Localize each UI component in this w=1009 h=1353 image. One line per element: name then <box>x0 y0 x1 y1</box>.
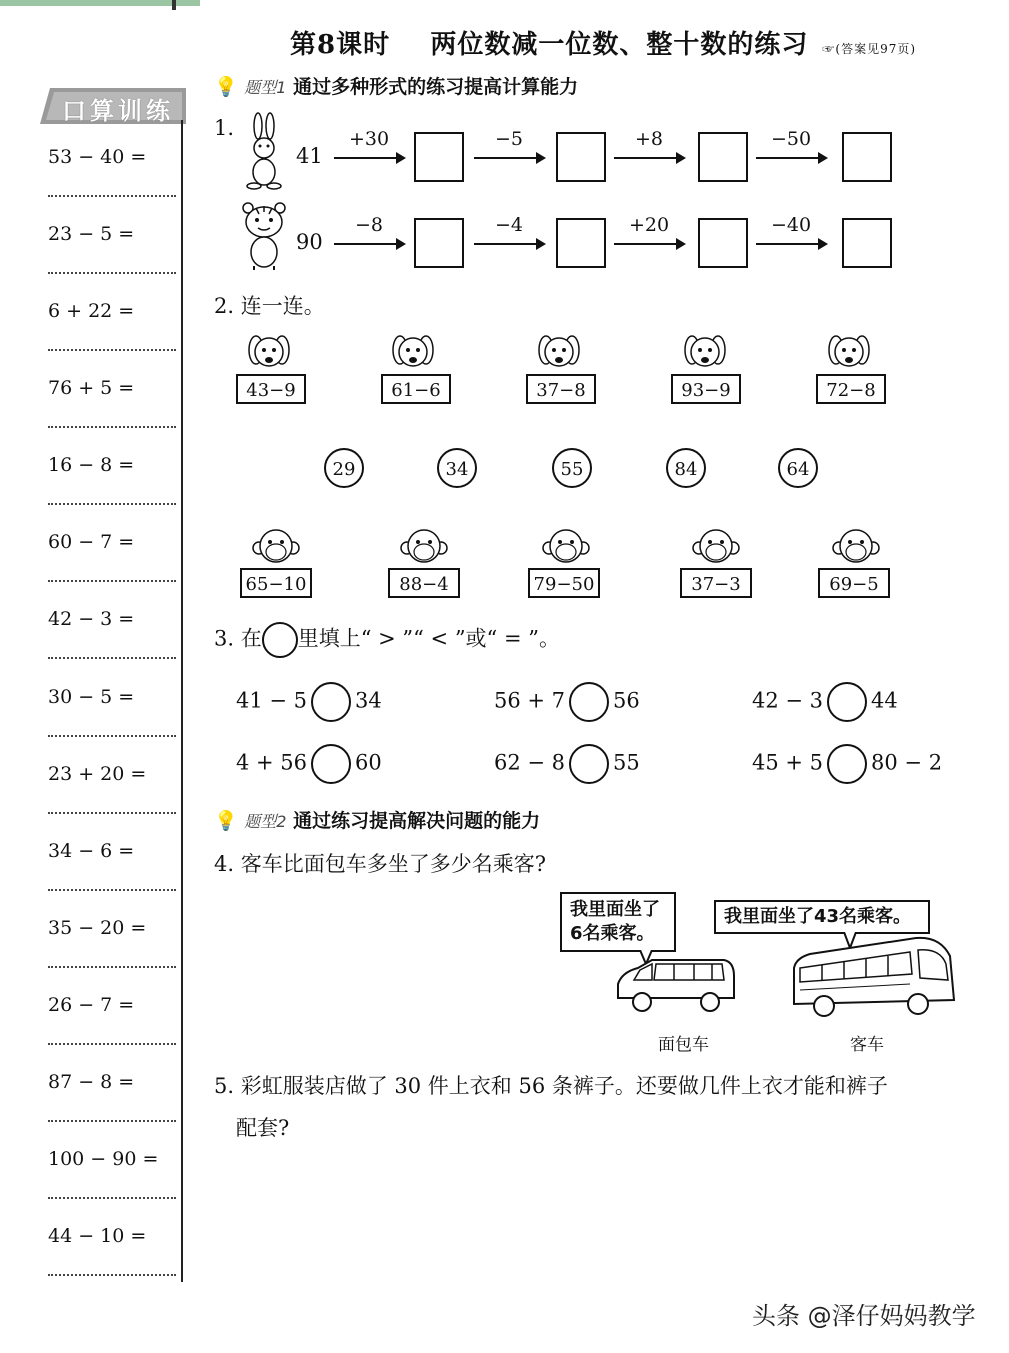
expression-card[interactable]: 37−3 <box>680 568 752 598</box>
van-label: 面包车 <box>658 1035 709 1055</box>
expression-card[interactable]: 72−8 <box>816 374 886 404</box>
compare-item <box>236 744 382 784</box>
compare-right: 44 <box>871 688 898 713</box>
expression-card[interactable]: 61−6 <box>381 374 451 404</box>
drill-item: 87 − 8 = <box>48 1071 135 1093</box>
answer-line[interactable] <box>48 1274 176 1276</box>
compare-left: 42 − 3 <box>752 688 824 713</box>
q1-number: 1. <box>214 116 235 140</box>
q3-label-pre: 3. 在 <box>214 626 262 651</box>
question-type-tag: 题型1 <box>244 78 287 97</box>
expression-card[interactable]: 69−5 <box>818 568 890 598</box>
answer-line[interactable] <box>48 966 176 968</box>
van-bubble-line: 我里面坐了 <box>570 899 660 920</box>
answer-note: ☞(答案见97页) <box>822 42 917 56</box>
compare-left: 4 + 56 <box>236 750 308 775</box>
q1-row1-start: 41 <box>296 144 323 168</box>
drill-item: 34 − 6 = <box>48 840 135 862</box>
compare-circle[interactable] <box>827 744 867 784</box>
compare-circle[interactable] <box>569 682 609 722</box>
q1-row2-op: −8 <box>354 214 383 236</box>
answer-line[interactable] <box>48 812 176 814</box>
compare-right: 55 <box>613 750 640 775</box>
drill-item: 42 − 3 = <box>48 608 135 630</box>
answer-box[interactable] <box>556 132 606 182</box>
expression-card[interactable]: 79−50 <box>528 568 600 598</box>
sidebar-header <box>40 88 186 124</box>
lightbulb-icon: 💡 <box>214 76 238 98</box>
sidebar-heading: 口算训练 <box>62 97 174 125</box>
compare-circle[interactable] <box>569 744 609 784</box>
compare-circle[interactable] <box>311 744 351 784</box>
compare-item <box>752 744 942 784</box>
answer-box[interactable] <box>556 218 606 268</box>
compare-right: 60 <box>355 750 382 775</box>
compare-left: 41 − 5 <box>236 688 308 713</box>
dog-icon <box>246 330 292 376</box>
q5-line: 5. 彩虹服装店做了 30 件上衣和 56 条裤子。还要做几件上衣才能和裤子 <box>214 1074 888 1098</box>
compare-item <box>236 682 382 722</box>
q1-row2-op: +20 <box>628 214 670 236</box>
drill-item: 26 − 7 = <box>48 994 135 1016</box>
compare-circle[interactable] <box>311 682 351 722</box>
drill-item: 6 + 22 = <box>48 300 135 322</box>
answer-circle[interactable]: 84 <box>666 448 706 488</box>
drill-item: 35 − 20 = <box>48 917 147 939</box>
compare-left: 56 + 7 <box>494 688 566 713</box>
answer-line[interactable] <box>48 657 176 659</box>
monkey-icon <box>400 524 448 570</box>
q1-row1-op: −50 <box>770 128 812 150</box>
answer-box[interactable] <box>414 132 464 182</box>
question-type-text: 通过练习提高解决问题的能力 <box>293 810 541 832</box>
arrow-right-icon <box>334 157 404 159</box>
drill-item: 100 − 90 = <box>48 1148 159 1170</box>
monkey-icon <box>832 524 880 570</box>
compare-item <box>494 682 640 722</box>
drill-item: 30 − 5 = <box>48 686 135 708</box>
compare-item <box>494 744 640 784</box>
answer-box[interactable] <box>698 132 748 182</box>
compare-left: 45 + 5 <box>752 750 824 775</box>
drill-item: 53 − 40 = <box>48 146 147 168</box>
dog-icon <box>536 330 582 376</box>
arrow-right-icon <box>614 243 684 245</box>
compare-right: 34 <box>355 688 382 713</box>
answer-line[interactable] <box>48 889 176 891</box>
expression-card[interactable]: 43−9 <box>236 374 306 404</box>
drill-item: 60 − 7 = <box>48 531 135 553</box>
expression-card[interactable]: 93−9 <box>671 374 741 404</box>
q4-label: 4. 客车比面包车多坐了多少名乘客? <box>214 852 546 876</box>
monkey-icon <box>692 524 740 570</box>
answer-box[interactable] <box>414 218 464 268</box>
q1-row1-op: −5 <box>494 128 523 150</box>
compare-item <box>752 682 898 722</box>
van-bubble-line: 6名乘客。 <box>570 923 655 944</box>
answer-box[interactable] <box>842 132 892 182</box>
arrow-right-icon <box>474 157 544 159</box>
question-type-1 <box>214 72 578 99</box>
lesson-number: 第8课时 <box>290 30 391 60</box>
drill-item: 23 + 20 = <box>48 763 147 785</box>
q3-label-post: 里填上“ > ”“ < ”或“ = ”。 <box>297 626 560 651</box>
answer-circle[interactable]: 29 <box>324 448 364 488</box>
monkey-icon <box>252 524 300 570</box>
answer-line[interactable] <box>48 1120 176 1122</box>
q1-row2-op: −4 <box>494 214 523 236</box>
answer-circle[interactable]: 34 <box>437 448 477 488</box>
sidebar-divider <box>181 120 183 1282</box>
arrow-right-icon <box>756 157 826 159</box>
tiger-icon <box>236 200 292 272</box>
question-type-tag: 题型2 <box>244 812 287 831</box>
lightbulb-icon: 💡 <box>214 810 238 832</box>
q2-label: 2. 连一连。 <box>214 294 325 318</box>
circle-symbol-icon <box>262 622 298 658</box>
dog-icon <box>390 330 436 376</box>
bus-icon <box>790 934 960 1020</box>
compare-left: 62 − 8 <box>494 750 566 775</box>
arrow-right-icon <box>334 243 404 245</box>
expression-card[interactable]: 37−8 <box>526 374 596 404</box>
rabbit-icon <box>240 112 288 192</box>
bus-speech-bubble: 我里面坐了43名乘客。 <box>714 900 930 934</box>
top-decoration <box>0 0 1009 10</box>
watermark: 头条 @泽仔妈妈教学 <box>752 1302 976 1330</box>
dog-icon <box>682 330 728 376</box>
q1-row2-op: −40 <box>770 214 812 236</box>
drill-item: 76 + 5 = <box>48 377 135 399</box>
q1-row1-op: +8 <box>634 128 663 150</box>
van-icon <box>612 954 738 1016</box>
answer-line[interactable] <box>48 1197 176 1199</box>
van-speech-bubble <box>560 892 676 952</box>
answer-box[interactable] <box>698 218 748 268</box>
drill-item: 16 − 8 = <box>48 454 135 476</box>
arrow-right-icon <box>756 243 826 245</box>
answer-line[interactable] <box>48 272 176 274</box>
compare-right: 56 <box>613 688 640 713</box>
answer-line[interactable] <box>48 195 176 197</box>
expression-card[interactable]: 65−10 <box>240 568 312 598</box>
answer-line[interactable] <box>48 1043 176 1045</box>
question-type-2 <box>214 806 540 833</box>
answer-circle[interactable]: 64 <box>778 448 818 488</box>
compare-circle[interactable] <box>827 682 867 722</box>
question-type-text: 通过多种形式的练习提高计算能力 <box>293 76 579 98</box>
answer-line[interactable] <box>48 349 176 351</box>
q3-label <box>214 622 560 658</box>
expression-card[interactable]: 88−4 <box>388 568 460 598</box>
page-title <box>290 24 916 61</box>
compare-right: 80 − 2 <box>871 750 943 775</box>
answer-box[interactable] <box>842 218 892 268</box>
drill-item: 23 − 5 = <box>48 223 135 245</box>
drill-item: 44 − 10 = <box>48 1225 147 1247</box>
answer-line[interactable] <box>48 580 176 582</box>
q5-line: 配套? <box>236 1116 290 1140</box>
q1-row1-op: +30 <box>348 128 390 150</box>
monkey-icon <box>542 524 590 570</box>
answer-line[interactable] <box>48 503 176 505</box>
arrow-right-icon <box>474 243 544 245</box>
arrow-right-icon <box>614 157 684 159</box>
dog-icon <box>826 330 872 376</box>
answer-line[interactable] <box>48 426 176 428</box>
bus-label: 客车 <box>850 1035 884 1055</box>
lesson-title: 两位数减一位数、整十数的练习 <box>430 30 809 60</box>
q1-row2-start: 90 <box>296 230 323 254</box>
answer-circle[interactable]: 55 <box>552 448 592 488</box>
answer-line[interactable] <box>48 735 176 737</box>
